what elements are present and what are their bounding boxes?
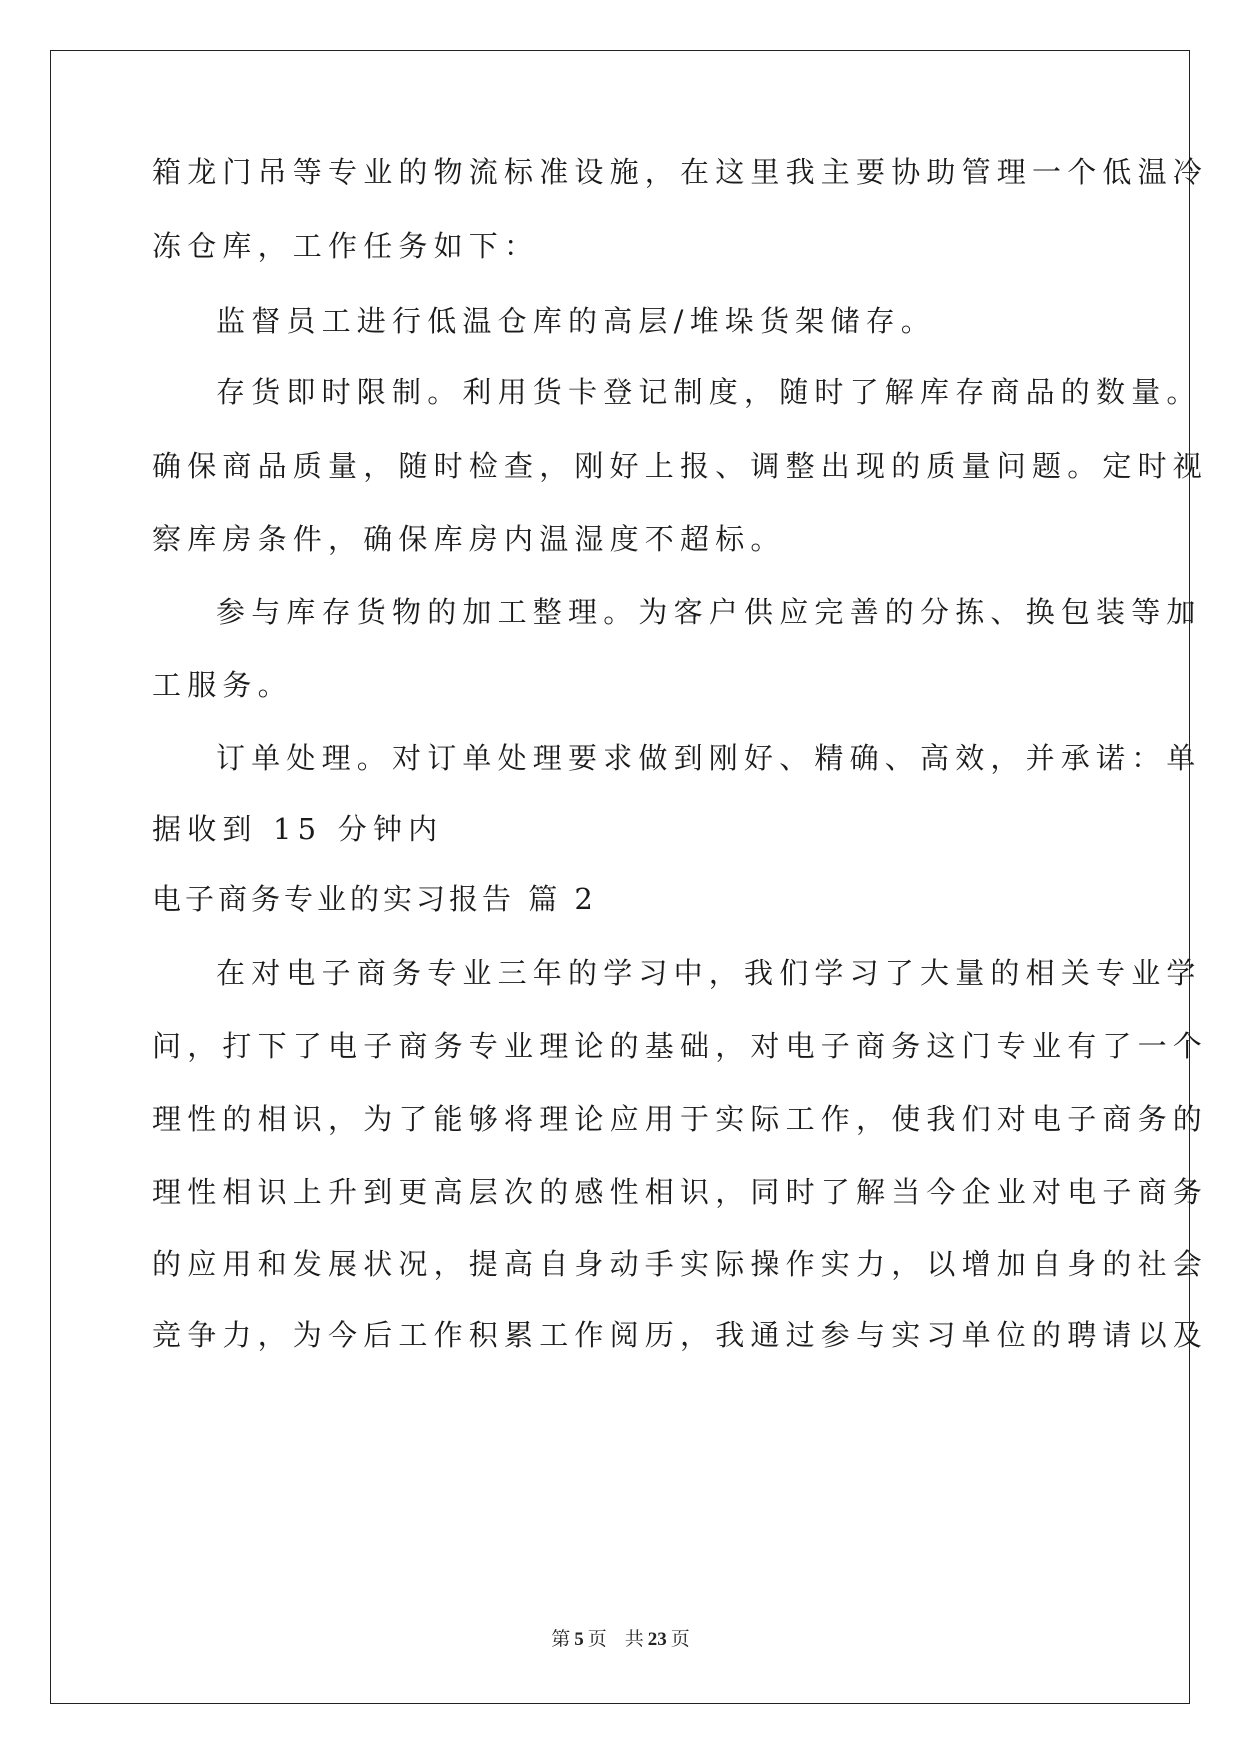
body-line-8: 工服务。 [152,668,293,702]
body-line-2: 冻仓库，工作任务如下： [152,229,540,263]
body-line-14: 理性的相识，为了能够将理论应用于实际工作，使我们对电子商务的 [152,1102,1209,1136]
footer-prefix: 第 [551,1629,571,1650]
body-line-16: 的应用和发展状况，提高自身动手实际操作实力，以增加自身的社会 [152,1247,1209,1281]
body-line-13: 问，打下了电子商务专业理论的基础，对电子商务这门专业有了一个 [152,1029,1209,1063]
body-line-4: 存货即时限制。利用货卡登记制度，随时了解库存商品的数量。 [216,375,1202,409]
body-line-10: 据收到 15 分钟内 [152,812,444,846]
page-border [50,50,1190,1704]
body-line-3: 监督员工进行低温仓库的高层/堆垛货架储存。 [216,304,936,338]
body-line-6: 察库房条件，确保库房内温湿度不超标。 [152,522,786,556]
section-heading: 电子商务专业的实习报告 篇 2 [152,882,597,916]
footer-page-number: 5 [574,1629,584,1650]
footer-page-suffix: 页 [587,1629,607,1650]
body-line-1: 箱龙门吊等专业的物流标准设施，在这里我主要协助管理一个低温冷 [152,155,1209,189]
body-line-5: 确保商品质量，随时检查，刚好上报、调整出现的质量问题。定时视 [152,449,1209,483]
footer-total-suffix: 页 [670,1629,690,1650]
body-line-12: 在对电子商务专业三年的学习中，我们学习了大量的相关专业学 [216,956,1202,990]
body-line-7: 参与库存货物的加工整理。为客户供应完善的分拣、换包装等加 [216,595,1202,629]
body-line-17: 竞争力，为今后工作积累工作阅历，我通过参与实习单位的聘请以及 [152,1318,1209,1352]
footer-total-pages: 23 [647,1629,667,1650]
page-footer [0,1624,1241,1651]
footer-total-prefix: 共 [624,1629,644,1650]
body-line-15: 理性相识上升到更高层次的感性相识，同时了解当今企业对电子商务 [152,1175,1209,1209]
body-line-9: 订单处理。对订单处理要求做到刚好、精确、高效，并承诺：单 [216,741,1202,775]
